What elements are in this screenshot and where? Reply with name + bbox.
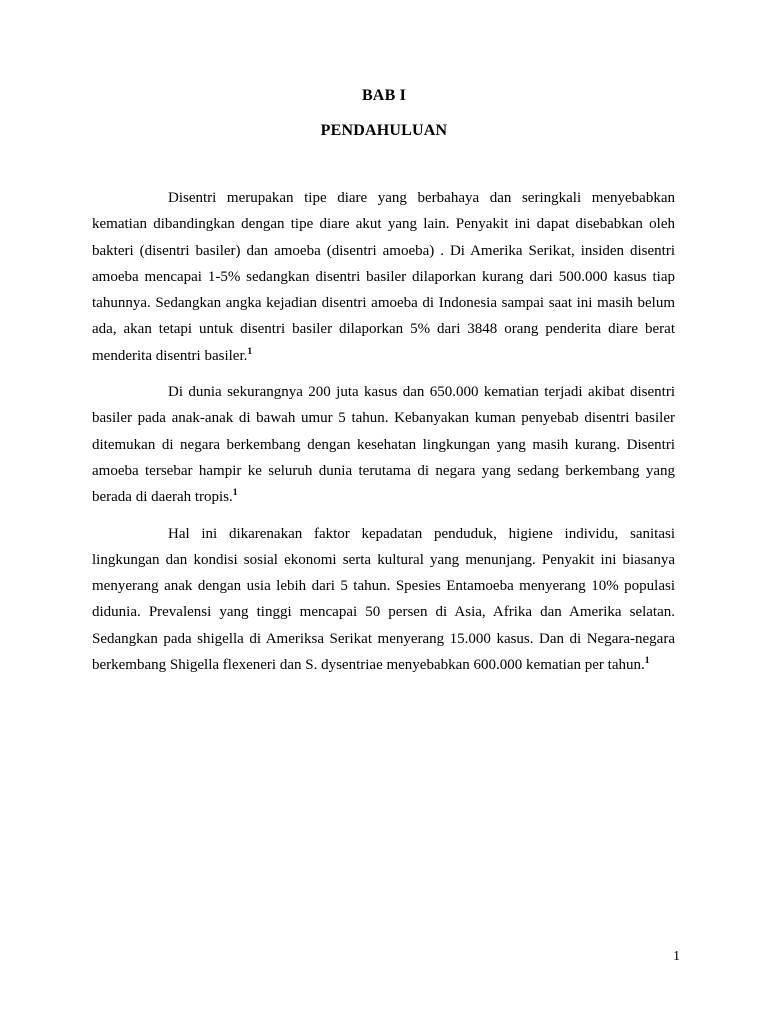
page-number: 1 [673, 949, 680, 964]
body-text [92, 185, 675, 678]
paragraph-text: Hal ini dikarenakan faktor kepadatan penduduk, higiene individu, sanitasi lingkungan dan kondisi sosial ekonomi serta kultural yang menunjang. Penyakit ini biasanya menyerang anak dengan usia lebih dari 5 tahun. Spesies Entamoeba menyerang 10% populasi didunia. Prevalensi yang tinggi mencapai 50 persen di Asia, Afrika dan Amerika selatan. Sedangkan pada shigella di Ameriksa Serikat menyerang 15.000 kasus. Dan di Negara-negara berkembang Shigella flexeneri dan S. dysentriae menyebabkan 600.000 kematian per tahun. [92, 525, 675, 674]
paragraph-text: Disentri merupakan tipe diare yang berbahaya dan seringkali menyebabkan kematian dibandingkan dengan tipe diare akut yang lain. Penyakit ini dapat disebabkan oleh bakteri (disentri basiler) dan amoeba (disentri amoeba) . Di Amerika Serikat, insiden disentri amoeba mencapai 1-5% sedangkan disentri basiler dilaporkan kurang dari 500.000 kasus tiap tahunnya. Sedangkan angka kejadian disentri amoeba di Indonesia sampai saat ini masih belum ada, akan tetapi untuk disentri basiler dilaporkan 5% dari 3848 orang penderita diare berat menderita disentri basiler. [92, 190, 675, 364]
chapter-number: BAB I [361, 87, 407, 104]
paragraph-text: Di dunia sekurangnya 200 juta kasus dan 650.000 kematian terjadi akibat disentri basiler pada anak-anak di bawah umur 5 tahun. Kebanyakan kuman penyebab disentri basiler ditemukan di negara berkembang dengan kesehatan lingkungan yang masih kurang. Disentri amoeba tersebar hampir ke seluruh dunia terutama di negara yang sedang berkembang yang berada di daerah tropis. [92, 384, 675, 506]
footnote-reference: 1 [644, 656, 650, 667]
footnote-reference: 1 [247, 346, 253, 357]
paragraph-2 [92, 379, 675, 510]
chapter-title: PENDAHULUAN [320, 122, 448, 139]
footnote-reference: 1 [232, 488, 238, 499]
paragraph-1 [92, 185, 675, 369]
paragraph-3 [92, 521, 675, 679]
